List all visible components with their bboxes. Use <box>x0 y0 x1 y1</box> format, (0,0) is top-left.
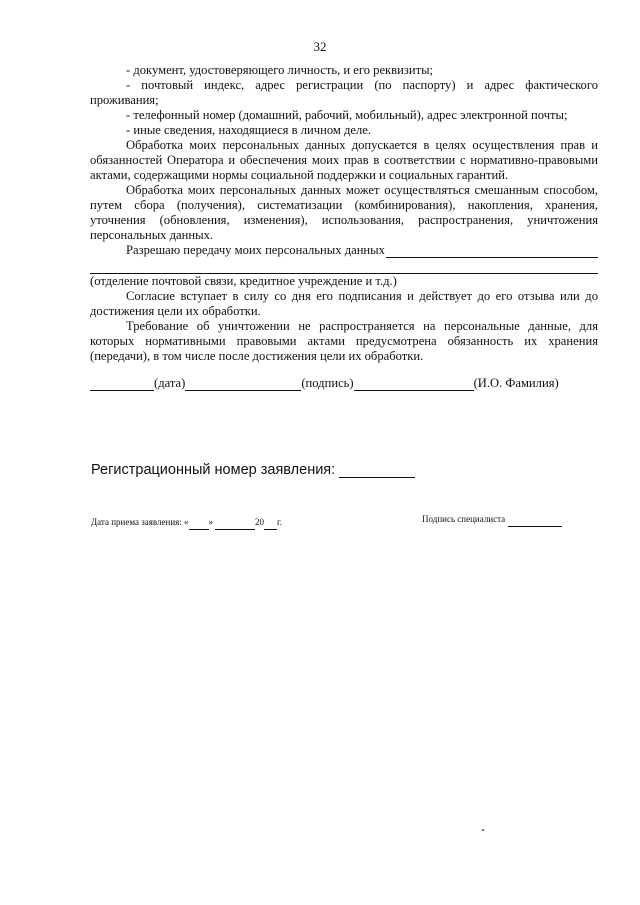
list-item-other-info: - иные сведения, находящиеся в личном деле. <box>126 123 372 137</box>
paragraph-processing-method: Обработка моих персональных данных может осуществляться смешанным способом, путем сбора (получения), систематизации (комбинирования), накопления, хранения, уточнения (обновления, изменения), использования, распространения, уничтожения персональных данных. <box>90 183 598 242</box>
list-item-postal-address: - почтовый индекс, адрес регистрации (по паспорту) и адрес фактического проживания; <box>90 78 598 107</box>
registration-number-label: Регистрационный номер заявления: <box>91 462 336 478</box>
signature-label: (подпись) <box>301 376 354 390</box>
receipt-day-blank[interactable] <box>189 520 209 530</box>
receipt-date-row <box>91 515 282 530</box>
receipt-year-suffix: г. <box>277 517 282 527</box>
page-number: 32 <box>313 39 327 54</box>
specialist-signature-label: Подпись специалиста <box>422 514 506 524</box>
transfer-note: (отделение почтовой связи, кредитное учреждение и т.д.) <box>90 274 397 288</box>
receipt-year-prefix: 20 <box>255 517 265 527</box>
registration-number-blank[interactable] <box>339 464 415 478</box>
receipt-month-blank[interactable] <box>215 520 255 530</box>
list-item-phone-email: - телефонный номер (домашний, рабочий, мобильный), адрес электронной почты; <box>126 108 568 122</box>
specialist-signature-row <box>422 512 562 527</box>
list-item-identity-document: - документ, удостоверяющего личность, и его реквизиты; <box>126 63 434 77</box>
date-label: (дата) <box>154 376 186 390</box>
signature-blank[interactable] <box>185 378 301 391</box>
receipt-quote-close: » <box>208 517 214 527</box>
date-blank[interactable] <box>90 378 154 391</box>
transfer-permission-line <box>90 243 598 258</box>
full-name-blank[interactable] <box>354 378 474 391</box>
transfer-recipient-blank-line[interactable] <box>90 259 598 274</box>
scan-speck <box>482 829 484 831</box>
receipt-date-label: Дата приема заявления: « <box>91 517 189 527</box>
paragraph-validity: Согласие вступает в силу со дня его подписания и действует до его отзыва или до достижения цели их обработки. <box>90 289 598 318</box>
registration-number-row <box>91 463 415 478</box>
paragraph-destruction: Требование об уничтожении не распространяется на персональные данные, для которых нормативными правовыми актами предусмотрена обязанность их хранения (передачи), в том числе после достижения цели их обработки. <box>90 319 598 363</box>
receipt-year-blank[interactable] <box>264 520 277 530</box>
transfer-permission-label: Разрешаю передачу моих персональных данных <box>126 243 385 257</box>
signature-row <box>90 376 590 391</box>
specialist-signature-blank[interactable] <box>508 517 562 527</box>
paragraph-processing-purpose: Обработка моих персональных данных допускается в целях осуществления прав и обязанностей Оператора и обеспечения моих прав в соответствии с нормативно-правовыми актами, содержащими нормы социальной поддержки и социальных гарантий. <box>90 138 598 182</box>
consent-body <box>90 63 598 364</box>
full-name-label: (И.О. Фамилия) <box>473 376 559 390</box>
transfer-recipient-blank[interactable] <box>386 246 598 258</box>
